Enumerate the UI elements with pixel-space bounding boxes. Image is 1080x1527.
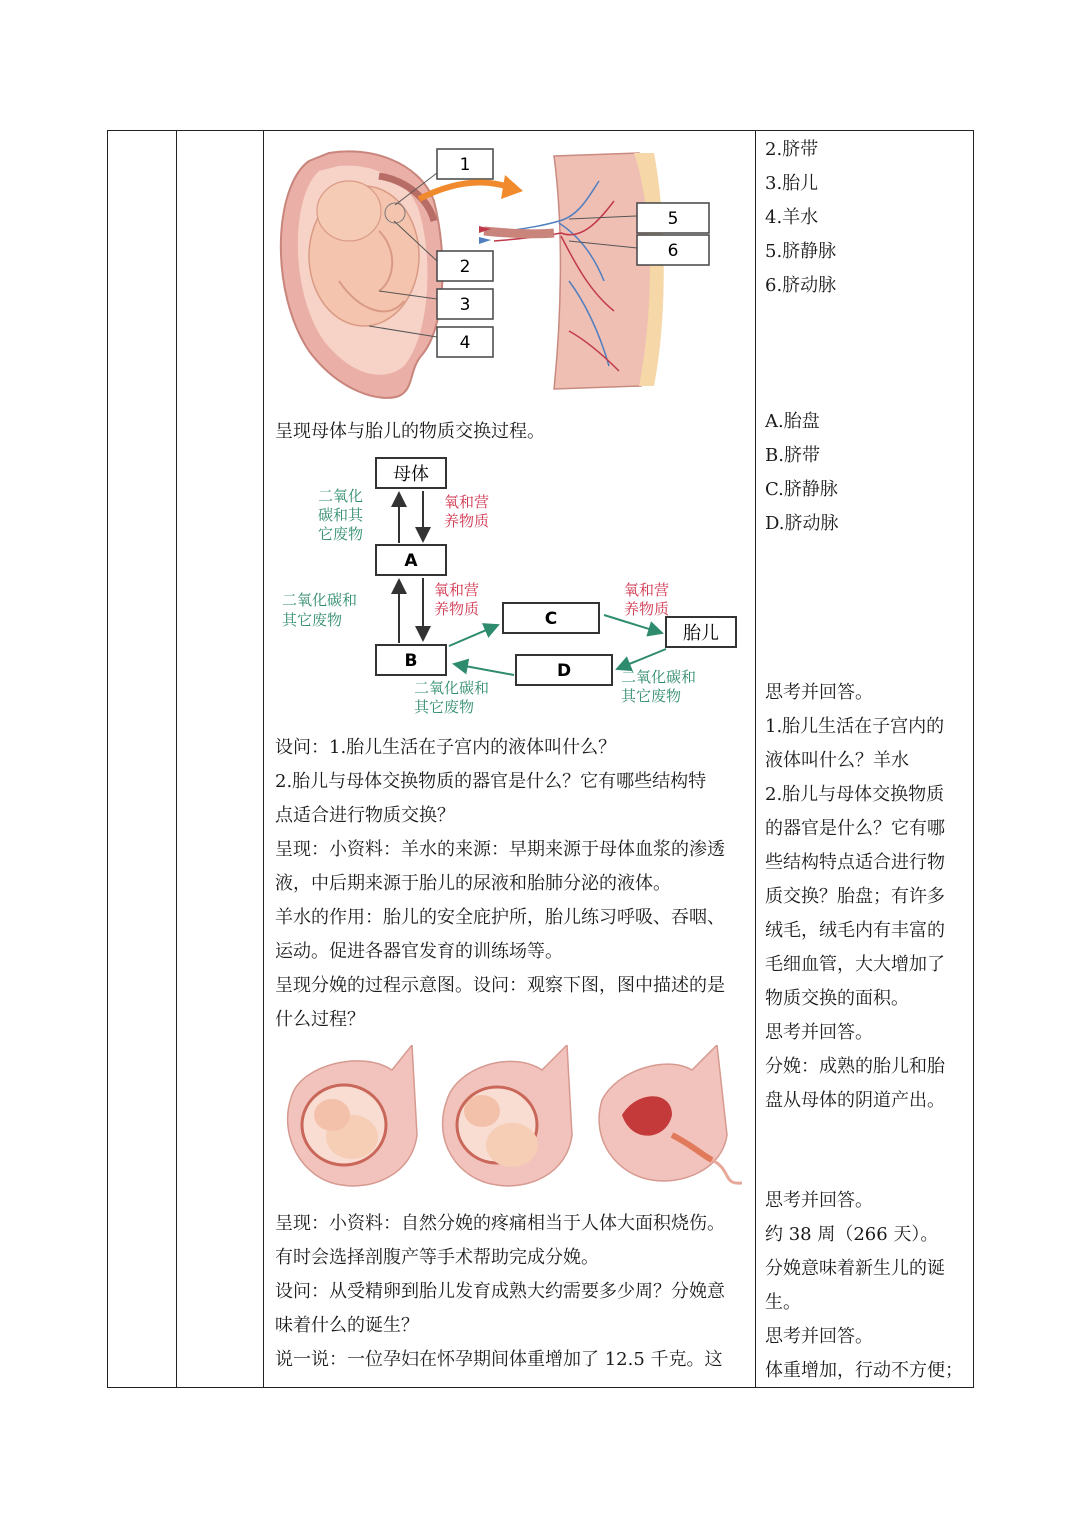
text-line: 呈现分娩的过程示意图。设问：观察下图，图中描述的是 [275,975,725,996]
mother-box [376,458,446,488]
svg-text:其它废物: 其它废物 [282,611,343,629]
exchange-diagram [274,453,744,723]
text-line: 说一说：一位孕妇在怀孕期间体重增加了 12.5 千克。这 [275,1349,723,1370]
label-3: 3 [459,295,471,315]
abcd-answers [765,405,970,541]
answer-block-1 [765,676,970,1118]
answer-block-2 [765,1184,974,1388]
text-line: 生。 [765,1292,801,1313]
label-5: 5 [667,209,679,229]
fetus-uterus-figure [269,141,751,403]
svg-text:母体: 母体 [393,464,429,485]
ab-down-label [434,581,479,618]
text-line: 设问：1.胎儿生活在子宫内的液体叫什么？ [275,737,617,758]
delivery-stage-1 [288,1045,417,1186]
text-line: 呈现：小资料：羊水的来源：早期来源于母体血浆的渗透 [275,839,725,860]
svg-text:养物质: 养物质 [444,512,490,530]
svg-text:二氧化: 二氧化 [318,487,364,505]
text-line: 毛细血管，大大增加了 [765,954,945,975]
text-line: 分娩意味着新生儿的诞 [765,1258,945,1279]
c-fetus-label [624,581,669,618]
list-item: 5.脐静脉 [765,241,837,262]
text-line: 羊水的作用：胎儿的安全庇护所，胎儿练习呼吸、吞咽、 [275,907,725,928]
label-1: 1 [459,155,471,175]
label-box-6 [637,235,709,265]
column-divider-1 [176,131,177,1387]
svg-text:二氧化碳和: 二氧化碳和 [414,679,490,697]
svg-text:养物质: 养物质 [624,600,670,618]
list-item: A.胎盘 [765,411,820,432]
svg-text:它废物: 它废物 [318,525,364,543]
box-d [516,655,612,685]
text-line: 液，中后期来源于胎儿的尿液和胎肺分泌的液体。 [275,873,671,894]
text-line: 质交换？胎盘；有许多 [765,886,945,907]
svg-text:A: A [404,551,418,571]
text-line: 分娩：成熟的胎儿和胎 [765,1056,945,1077]
text-line: 1.胎儿生活在子宫内的 [765,716,945,737]
delivery-process-figure [272,1045,752,1195]
label-box-1 [437,149,493,179]
label-2: 2 [459,257,471,277]
text-line: 呈现：小资料：自然分娩的疼痛相当于人体大面积烧伤。 [275,1213,725,1234]
svg-text:C: C [544,609,558,629]
list-item: B.脐带 [765,445,820,466]
text-line: 设问：从受精卵到胎儿发育成熟大约需要多少周？分娩意 [275,1281,725,1302]
list-item: 4.羊水 [765,207,819,228]
intro-text: 呈现母体与胎儿的物质交换过程。 [275,421,545,442]
box-c [503,603,599,633]
text-line: 2.胎儿与母体交换物质的器官是什么？它有哪些结构特 [275,771,707,792]
text-line: 约 38 周（266 天）。 [765,1224,939,1245]
text-line: 思考并回答。 [765,1190,873,1211]
delivery-stage-3 [599,1045,742,1183]
svg-text:胎儿: 胎儿 [683,623,719,644]
label-4: 4 [459,333,471,353]
text-line: 什么过程？ [275,1009,365,1030]
svg-text:二氧化碳和: 二氧化碳和 [621,668,697,686]
lesson-table [107,130,974,1388]
text-line: 的器官是什么？它有哪 [765,818,945,839]
text-line: 味着什么的诞生？ [275,1315,419,1336]
text-line: 运动。促进各器官发育的训练场等。 [275,941,563,962]
text-line: 液体叫什么？羊水 [765,750,909,771]
list-item: D.脐动脉 [765,513,839,534]
label-box-5 [637,203,709,233]
text-line: 思考并回答。 [765,1326,873,1347]
svg-text:其它废物: 其它废物 [621,687,682,705]
svg-text:氧和营: 氧和营 [624,581,670,599]
svg-text:氧和营: 氧和营 [434,581,480,599]
bottom-text-block [275,1207,755,1377]
label-answers [765,133,970,303]
text-line: 体重增加，行动不方便； [765,1360,963,1381]
main-column [264,131,756,1387]
question-block [275,731,755,1037]
svg-text:二氧化碳和: 二氧化碳和 [282,591,358,609]
fetus-box [666,617,736,647]
list-item: 2.脐带 [765,139,819,160]
fetus-d-label [621,668,696,705]
text-line: 盘从母体的阴道产出。 [765,1090,945,1111]
svg-text:氧和营: 氧和营 [444,493,490,511]
text-line: 些结构特点适合进行物 [765,852,945,873]
label-box-2 [437,251,493,281]
box-a [376,545,446,575]
list-item: 6.脐动脉 [765,275,837,296]
mother-down-label [444,493,489,530]
text-line: 思考并回答。 [765,1022,873,1043]
svg-text:B: B [404,651,418,671]
svg-text:其它废物: 其它废物 [414,698,475,716]
text-line: 点适合进行物质交换？ [275,805,455,826]
label-box-4 [437,327,493,357]
mother-up-label [318,487,364,543]
text-line: 2.胎儿与母体交换物质 [765,784,945,805]
text-line: 物质交换的面积。 [765,988,909,1009]
svg-text:养物质: 养物质 [434,600,480,618]
list-item: C.脐静脉 [765,479,838,500]
ab-up-label [282,591,357,629]
list-item: 3.胎儿 [765,173,819,194]
svg-text:D: D [556,661,572,681]
text-line: 思考并回答。 [765,682,873,703]
svg-text:碳和其: 碳和其 [318,506,364,524]
right-column [756,131,975,1387]
box-b [376,645,446,675]
label-box-3 [437,289,493,319]
d-b-label [414,679,489,716]
label-6: 6 [667,241,679,261]
delivery-stage-2 [443,1045,572,1186]
text-line: 有时会选择剖腹产等手术帮助完成分娩。 [275,1247,599,1268]
text-line: 绒毛，绒毛内有丰富的 [765,920,945,941]
